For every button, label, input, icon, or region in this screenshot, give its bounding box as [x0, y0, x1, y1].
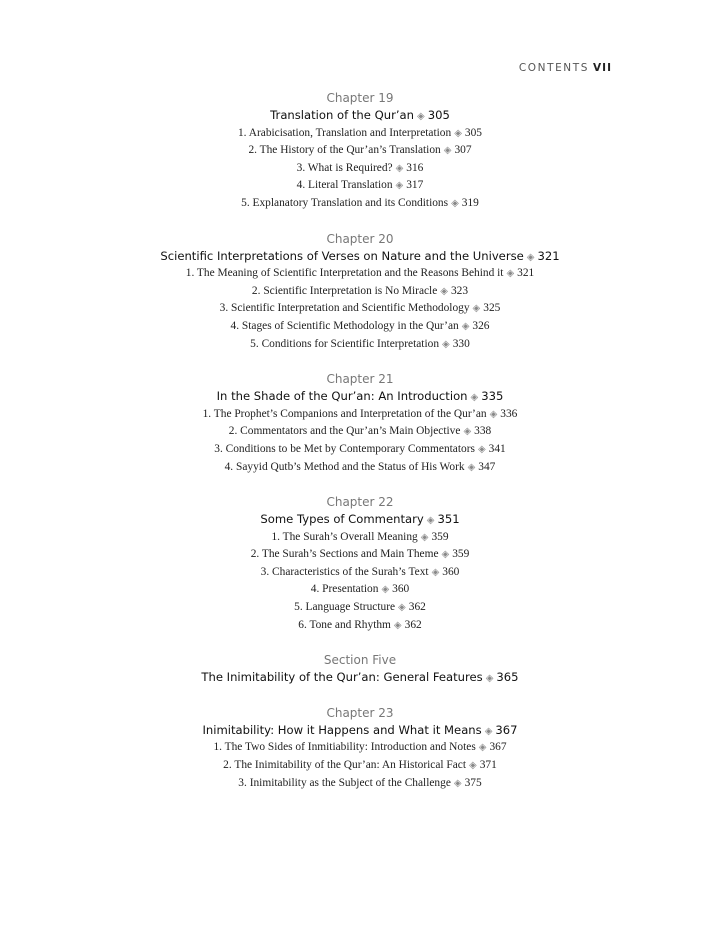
chapter-label: Chapter 21	[326, 372, 394, 387]
toc-entry[interactable]	[0, 775, 720, 793]
separator-icon: ◈	[440, 285, 448, 297]
chapter-title-text: In the Shade of the Qur’an: An Introduction	[216, 389, 468, 404]
toc-entry-text: 4. Literal Translation	[296, 179, 393, 192]
toc-entry[interactable]	[0, 441, 720, 459]
toc-entry[interactable]	[0, 125, 720, 143]
toc-entry[interactable]	[0, 283, 720, 301]
toc-entry[interactable]	[0, 564, 720, 582]
toc-entry-text: 3. What is Required?	[296, 161, 393, 174]
chapter-title[interactable]	[0, 669, 720, 687]
toc-entry-text: 4. Presentation	[310, 583, 379, 596]
toc-entry[interactable]	[0, 617, 720, 635]
toc-entry-text: 3. Conditions to be Met by Contemporary Commentators	[214, 442, 475, 455]
separator-icon: ◈	[395, 162, 404, 174]
separator-icon: ◈	[469, 760, 477, 772]
toc-entry-text: 1. Arabicisation, Translation and Interpretation	[237, 126, 452, 139]
toc-section	[0, 231, 720, 354]
toc-entry[interactable]	[0, 300, 720, 318]
separator-icon: ◈	[472, 303, 481, 315]
separator-icon: ◈	[442, 338, 450, 350]
toc-entry-page: 359	[452, 548, 470, 561]
toc-entry[interactable]	[0, 406, 720, 424]
separator-icon: ◈	[453, 777, 462, 789]
toc-entry-text: 5. Explanatory Translation and its Conditions	[241, 196, 449, 209]
toc-entry-page: 360	[392, 583, 410, 596]
toc-entry-text: 2. Scientific Interpretation is No Miracle	[251, 284, 438, 297]
separator-icon: ◈	[441, 549, 450, 561]
separator-icon: ◈	[393, 619, 402, 631]
separator-icon: ◈	[484, 725, 493, 737]
toc-entry-page: 375	[464, 776, 482, 789]
separator-icon: ◈	[395, 180, 404, 192]
separator-icon: ◈	[470, 392, 479, 404]
toc-entry-text: 5. Conditions for Scientific Interpretation	[250, 337, 440, 350]
toc-entry[interactable]	[0, 529, 720, 547]
toc-entry[interactable]	[0, 160, 720, 178]
toc-section	[0, 652, 720, 687]
toc-entry[interactable]	[0, 757, 720, 775]
separator-icon: ◈	[467, 461, 476, 473]
toc-section	[0, 371, 720, 476]
toc-entry-text: 2. Commentators and the Qur’an’s Main Objective	[228, 425, 461, 438]
chapter-page-number: 305	[427, 108, 450, 122]
toc-entry-page: 338	[474, 425, 492, 438]
chapter-title[interactable]	[0, 107, 720, 125]
toc-entry-page: 325	[483, 302, 501, 315]
toc-entry[interactable]	[0, 177, 720, 195]
toc-entry-page: 336	[500, 407, 518, 420]
toc-entry-page: 326	[472, 319, 490, 332]
chapter-title-text: Some Types of Commentary	[260, 512, 424, 527]
chapter-page-number: 335	[481, 389, 504, 404]
chapter-page-number: 351	[437, 512, 460, 527]
toc-entry-text: 3. Scientific Interpretation and Scientific Methodology	[219, 302, 470, 315]
toc-entry-page: 305	[464, 126, 482, 139]
separator-icon: ◈	[420, 531, 429, 543]
chapter-title-text: The Inimitability of the Qur’an: General Features	[201, 670, 483, 685]
separator-icon: ◈	[381, 584, 390, 596]
separator-icon: ◈	[461, 320, 470, 332]
chapter-label: Chapter 20	[326, 231, 394, 246]
toc-entry-page: 330	[452, 337, 470, 350]
separator-icon: ◈	[526, 251, 535, 263]
toc-section	[0, 494, 720, 634]
separator-icon: ◈	[506, 268, 515, 280]
toc-entry[interactable]	[0, 195, 720, 213]
chapter-page-number: 365	[496, 670, 519, 685]
toc-entry-page: 362	[404, 618, 422, 631]
toc-entry[interactable]	[0, 336, 720, 354]
toc-entry-text: 3. Inimitability as the Subject of the Challenge	[238, 776, 451, 789]
toc-entry-text: 3. Characteristics of the Surah’s Text	[260, 565, 429, 578]
chapter-title[interactable]	[0, 722, 720, 740]
separator-icon: ◈	[426, 515, 435, 527]
toc-entry-page: 359	[431, 530, 449, 543]
toc-entry-text: 2. The History of the Qur’an’s Translation	[248, 144, 441, 157]
running-head	[519, 62, 612, 74]
toc-entry[interactable]	[0, 423, 720, 441]
toc-entry-text: 1. The Meaning of Scientific Interpretation and the Reasons Behind it	[185, 267, 504, 280]
chapter-title-text: Scientific Interpretations of Verses on Nature and the Universe	[160, 248, 524, 263]
chapter-title-text: Translation of the Qur’an	[270, 108, 414, 122]
toc-section	[0, 90, 720, 213]
running-head-label: CONTENTS	[518, 62, 590, 74]
separator-icon: ◈	[477, 443, 486, 455]
separator-icon: ◈	[485, 673, 494, 685]
separator-icon: ◈	[398, 602, 406, 614]
chapter-page-number: 367	[495, 722, 518, 737]
chapter-title[interactable]	[0, 388, 720, 406]
separator-icon: ◈	[489, 408, 498, 420]
toc-entry[interactable]	[0, 318, 720, 336]
separator-icon: ◈	[416, 111, 425, 122]
toc-entry-page: 323	[450, 284, 469, 297]
table-of-contents	[0, 90, 720, 810]
chapter-label: Chapter 19	[326, 91, 394, 105]
chapter-page-number: 321	[537, 248, 560, 263]
toc-entry-text: 1. The Prophet’s Companions and Interpretation of the Qur’an	[202, 407, 487, 420]
toc-entry-text: 6. Tone and Rhythm	[298, 618, 391, 631]
chapter-label: Chapter 23	[326, 705, 394, 720]
toc-entry[interactable]	[0, 739, 720, 757]
toc-entry-page: 307	[454, 144, 472, 157]
chapter-label: Section Five	[323, 653, 397, 668]
toc-entry[interactable]	[0, 599, 720, 617]
toc-entry-page: 321	[517, 267, 535, 280]
toc-entry[interactable]	[0, 459, 720, 477]
separator-icon: ◈	[431, 566, 440, 578]
toc-entry-page: 341	[488, 442, 506, 455]
separator-icon: ◈	[463, 426, 472, 438]
toc-entry-text: 2. The Inimitability of the Qur’an: An Historical Fact	[223, 759, 467, 772]
toc-entry-page: 317	[406, 179, 424, 192]
toc-entry-page: 367	[489, 741, 507, 754]
toc-entry[interactable]	[0, 142, 720, 160]
toc-entry-page: 371	[479, 759, 497, 772]
separator-icon: ◈	[454, 127, 462, 139]
chapter-title[interactable]	[0, 511, 720, 529]
separator-icon: ◈	[478, 742, 487, 754]
page-number: VII	[593, 62, 612, 74]
toc-entry-text: 2. The Surah’s Sections and Main Theme	[250, 548, 439, 561]
separator-icon: ◈	[451, 197, 459, 209]
chapter-title-text: Inimitability: How it Happens and What it Means	[202, 722, 482, 737]
chapter-title[interactable]	[0, 248, 720, 266]
toc-entry-text: 4. Stages of Scientific Methodology in the Qur’an	[230, 319, 459, 332]
toc-entry-page: 362	[408, 601, 426, 614]
toc-entry[interactable]	[0, 265, 720, 283]
toc-entry-page: 319	[461, 196, 479, 209]
toc-entry[interactable]	[0, 581, 720, 599]
chapter-label: Chapter 22	[326, 495, 394, 510]
toc-section	[0, 705, 720, 792]
toc-entry-text: 5. Language Structure	[294, 601, 396, 614]
toc-entry-page: 347	[478, 460, 496, 473]
toc-entry-text: 1. The Surah’s Overall Meaning	[271, 530, 418, 543]
toc-entry[interactable]	[0, 546, 720, 564]
toc-entry-text: 1. The Two Sides of Inmitiability: Introduction and Notes	[213, 741, 476, 754]
toc-entry-page: 360	[442, 565, 460, 578]
toc-entry-text: 4. Sayyid Qutb’s Method and the Status of His Work	[224, 460, 465, 473]
toc-entry-page: 316	[406, 161, 424, 174]
separator-icon: ◈	[443, 145, 452, 157]
